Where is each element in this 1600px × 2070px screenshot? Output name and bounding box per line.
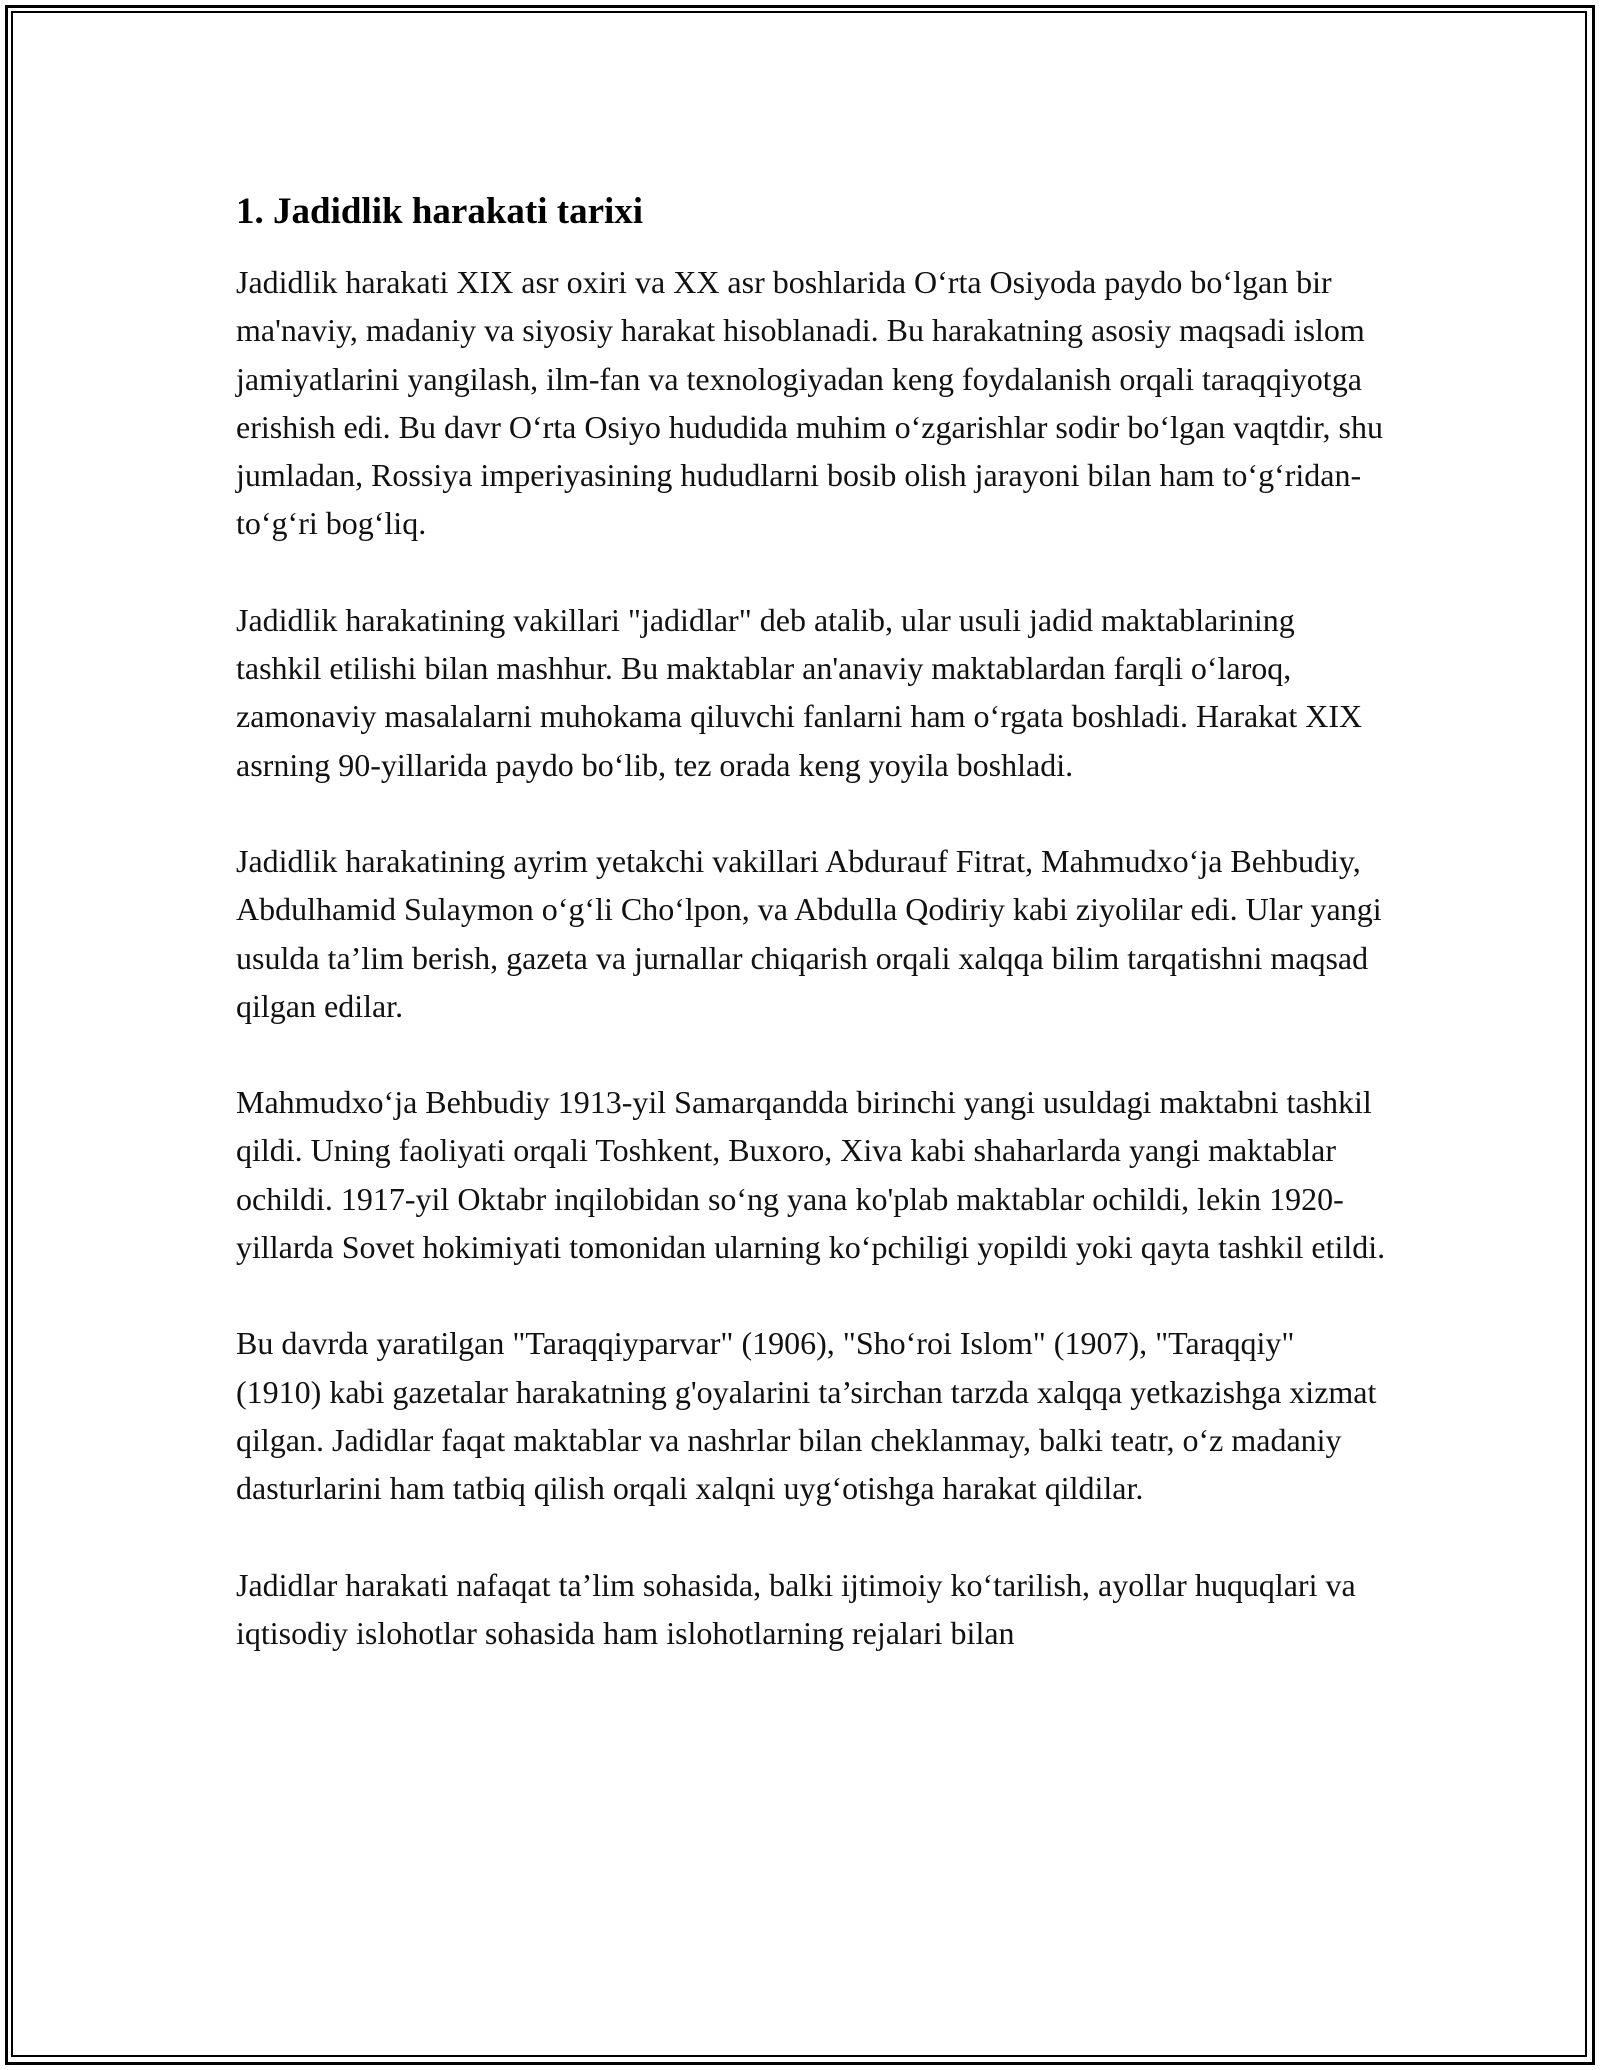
paragraph-2: Jadidlik harakatining vakillari "jadidlar" deb atalib, ular usuli jadid maktablarining tashkil etilishi bilan mashhur. Bu maktablar an'anaviy maktablardan farqli o‘laroq, zamonaviy masalalarni muhokama qiluvchi fanlarni ham o‘rgata boshladi. Harakat XIX asrning 90-yillarida paydo bo‘lib, tez orada keng yoyila boshladi. [236,601,1363,783]
section-heading: 1. Jadidlik harakati tarixi [236,191,644,232]
paragraph-4: Mahmudxo‘ja Behbudiy 1913-yil Samarqandda birinchi yangi usuldagi maktabni tashkil qildi. Uning faoliyati orqali Toshkent, Buxoro, Xiva kabi shaharlarda yangi maktablar ochildi. 1917-yil Oktabr inqilobidan so‘ng yana ko'plab maktablar ochildi, lekin 1920-yillarda Sovet hokimiyati tomonidan ularning ko‘pchiligi yopildi yoki qayta tashkil etildi. [236,1084,1386,1266]
paragraph-5: Bu davrda yaratilgan "Taraqqiyparvar" (1906), "Sho‘roi Islom" (1907), "Taraqqiy" (1910) kabi gazetalar harakatning g'oyalarini ta’sirchan tarzda xalqqa yetkazishga xizmat qilgan. Jadidlar faqat maktablar va nashrlar bilan cheklanmay, balki teatr, o‘z madaniy dasturlarini ham tatbiq qilish orqali xalqni uyg‘otishga harakat qildilar. [236,1325,1377,1507]
paragraph-6: Jadidlar harakati nafaqat ta’lim sohasida, balki ijtimoiy ko‘tarilish, ayollar huquqlari va iqtisodiy islohotlar sohasida ham islohotlarning rejalari bilan [236,1566,1356,1651]
document-body [236,188,1386,1705]
paragraph-1: Jadidlik harakati XIX asr oxiri va XX asr boshlarida O‘rta Osiyoda paydo bo‘lgan bir ma'naviy, madaniy va siyosiy harakat hisoblanadi. Bu harakatning asosiy maqsadi islom jamiyatlarini yangilash, ilm-fan va texnologiyadan keng foydalanish orqali taraqqiyotga erishish edi. Bu davr O‘rta Osiyo hududida muhim o‘zgarishlar sodir bo‘lgan vaqtdir, shu jumladan, Rossiya imperiyasining hududlarni bosib olish jarayoni bilan ham to‘g‘ridan-to‘g‘ri bog‘liq. [236,264,1383,542]
paragraph-3: Jadidlik harakatining ayrim yetakchi vakillari Abdurauf Fitrat, Mahmudxo‘ja Behbudiy, Abdulhamid Sulaymon o‘g‘li Cho‘lpon, va Abdulla Qodiriy kabi ziyolilar edi. Ular yangi usulda ta’lim berish, gazeta va jurnallar chiqarish orqali xalqqa bilim tarqatishni maqsad qilgan edilar. [236,842,1382,1024]
